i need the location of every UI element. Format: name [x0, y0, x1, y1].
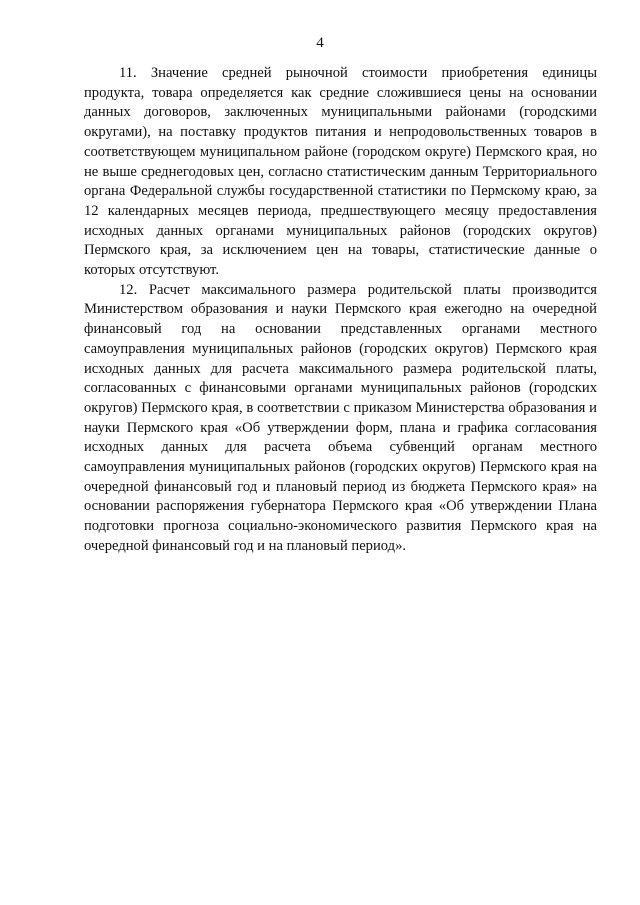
paragraph-11: 11. Значение средней рыночной стоимости приобретения единицы продукта, товара определяется как средние сложившиеся цены на основании данных договоров, заключенных муниципальными районами (городскими округами), на поставку продуктов питания и непродовольственных товаров в соответствующем муниципальном районе (городском округе) Пермского края, но не выше среднегодовых цен, согласно статистическим данным Территориального органа Федеральной службы государственной статистики по Пермскому краю, за 12 календарных месяцев периода, предшествующего месяцу предоставления исходных данных органами муниципальных районов (городских округов) Пермского края, за исключением цен на товары, статистические данные о которых отсутствуют.	[84, 65, 597, 279]
page-number: 4	[316, 35, 324, 51]
paragraph-12: 12. Расчет максимального размера родительской платы производится Министерством образования и науки Пермского края ежегодно на очередной финансовый год на основании представленных органами местного самоуправления муниципальных районов (городских округов) Пермского края исходных данных для расчета максимального размера родительской платы, согласованных с финансовыми органами муниципальных районов (городских округов) Пермского края, в соответствии с приказом Министерства образования и науки Пермского края «Об утверждении форм, плана и графика согласования исходных данных для расчета объема субвенций органам местного самоуправления муниципальных районов (городских округов) Пермского края на очередной финансовый год и плановый период из бюджета Пермского края» на основании распоряжения губернатора Пермского края «Об утверждении Плана подготовки прогноза социально-экономического развития Пермского края на очередной финансовый год и на плановый период».	[84, 281, 597, 554]
document-body	[84, 64, 597, 557]
